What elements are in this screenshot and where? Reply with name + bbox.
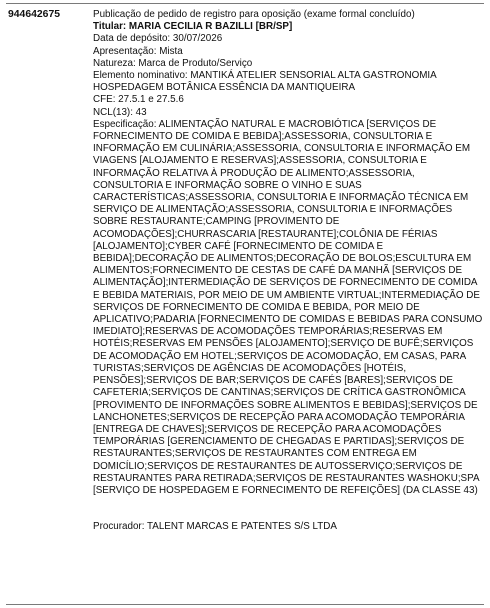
specification-line: PENSÕES];SERVIÇOS DE BAR;SERVIÇOS DE CAFÉS [BARES];SERVIÇOS DE	[93, 375, 453, 387]
top-divider	[6, 3, 484, 4]
holder-name: Titular: MARIA CECILIA R BAZILLI [BR/SP]	[93, 21, 293, 33]
process-number: 944642675	[8, 9, 61, 20]
specification-line: [PROVIMENTO DE INFORMAÇÕES SOBRE ALIMENTOS E BEBIDAS];SERVIÇOS DE	[93, 399, 478, 411]
specification-line: HOTÉIS;RESERVAS EM PENSÕES [ALOJAMENTO];SERVIÇO DE BUFÊ;SERVIÇOS	[93, 338, 474, 350]
specification-line: DE ACOMODAÇÃO EM HOTEL;SERVIÇOS DE ACOMODAÇÃO, EM CASAS, PARA	[93, 350, 467, 362]
specification-line: DOMICÍLIO;SERVIÇOS DE RESTAURANTES DE AUTOSSERVIÇO;SERVIÇOS DE	[93, 460, 463, 472]
specification-line: TEMPORÁRIAS [GERENCIAMENTO DE CHEGADAS E PARTIDAS];SERVIÇOS DE	[93, 436, 465, 448]
specification-line: ALIMENTAÇÃO];INTERMEDIAÇÃO DE SERVIÇOS DE FORNECIMENTO DE COMIDA	[93, 277, 478, 289]
specification-line: SERVIÇOS DE FORNECIMENTO DE COMIDA E BEBIDA, POR MEIO DE	[93, 301, 420, 313]
specification-line: [ENTREGA DE CHAVES];SERVIÇOS DE RECEPÇÃO PARA ACOMODAÇÕES	[93, 423, 442, 435]
nominative-element-line-2: HOSPEDAGEM BOTÂNICA ESSÊNCIA DA MANTIQUEIRA	[93, 82, 356, 94]
specification-line: RESTAURANTES PARA RETIRADA;SERVIÇOS DE RESTAURANTES WASHOKU;SPA	[93, 472, 480, 484]
specification-line: CARACTERÍSTICAS;ASSESSORIA, CONSULTORIA E INFORMAÇÃO TÉCNICA EM	[93, 192, 469, 204]
specification	[93, 119, 485, 497]
cfe-code: CFE: 27.5.1 e 27.5.6	[93, 94, 184, 106]
specification-line: [SERVIÇO DE HOSPEDAGEM E FORNECIMENTO DE REFEIÇÕES] (DA CLASSE 43)	[93, 484, 478, 496]
attorney-spacer	[93, 497, 485, 521]
specification-line: SOBRE RESTAURANTE;CAMPING [PROVIMENTO DE	[93, 216, 340, 228]
specification-line: LANCHONETES;SERVIÇOS DE RECEPÇÃO PARA ACOMODAÇÃO TEMPORÁRIA	[93, 411, 465, 423]
specification-line: TURISTAS;SERVIÇOS DE AGÊNCIAS DE ACOMODAÇÕES [HOTÉIS,	[93, 362, 407, 374]
attorney-name: Procurador: TALENT MARCAS E PATENTES S/S LTDA	[93, 521, 337, 533]
specification-line: FORNECIMENTO DE COMIDA E BEBIDA];ASSESSORIA, CONSULTORIA E	[93, 131, 433, 143]
specification-line: IMEDIATO];RESERVAS DE ACOMODAÇÕES TEMPORÁRIAS;RESERVAS EM	[93, 326, 443, 338]
specification-line: CAFETERIA;SERVIÇOS DE CANTINAS;SERVIÇOS DE CRÍTICA GASTRONÔMICA	[93, 387, 466, 399]
specification-line: VIAGENS [ALOJAMENTO E RESERVAS];ASSESSORIA, CONSULTORIA E	[93, 155, 427, 167]
nominative-element-line-1: Elemento nominativo: MANTIKÁ ATELIER SENSORIAL ALTA GASTRONOMIA	[93, 70, 437, 82]
specification-line: [ALOJAMENTO];CYBER CAFÉ [FORNECIMENTO DE COMIDA E	[93, 240, 384, 252]
publication-entry	[93, 9, 485, 533]
specification-line: Especificação: ALIMENTAÇÃO NATURAL E MACROBIÓTICA [SERVIÇOS DE	[93, 118, 437, 130]
specification-line: ACOMODAÇÕES];CHURRASCARIA [RESTAURANTE];COLÔNIA DE FÉRIAS	[93, 228, 438, 240]
specification-line: APLICATIVO;PADARIA [FORNECIMENTO DE COMIDAS E BEBIDAS PARA CONSUMO	[93, 314, 483, 326]
specification-line: INFORMAÇÃO RELATIVA À PRODUÇÃO DE ALIMENTO;ASSESSORIA,	[93, 167, 415, 179]
filing-date: Data de depósito: 30/07/2026	[93, 33, 223, 45]
specification-line: E BEBIDA MATERIAIS, POR MEIO DE UM AMBIENTE VIRTUAL;INTERMEDIAÇÃO DE	[93, 289, 480, 301]
specification-line: BEBIDA];DECORAÇÃO DE ALIMENTOS;DECORAÇÃO DE BOLOS;ESCULTURA EM	[93, 253, 472, 265]
specification-line: CONSULTORIA E INFORMAÇÃO SOBRE O VINHO E SUAS	[93, 179, 362, 191]
presentation-type: Apresentação: Mista	[93, 45, 183, 57]
specification-line: INFORMAÇÃO EM CULINÁRIA;ASSESSORIA, CONSULTORIA E INFORMAÇÃO EM	[93, 143, 471, 155]
ncl-class: NCL(13): 43	[93, 106, 147, 118]
dispatch-description: Publicação de pedido de registro para oposição (exame formal concluído)	[93, 9, 415, 20]
specification-line: SERVIÇO DE ALIMENTAÇÃO;ASSESSORIA, CONSULTORIA E INFORMAÇÕES	[93, 204, 453, 216]
mark-nature: Natureza: Marca de Produto/Serviço	[93, 57, 253, 69]
bottom-divider	[6, 604, 484, 605]
specification-line: RESTAURANTES;SERVIÇOS DE RESTAURANTES COM ENTREGA EM	[93, 448, 417, 460]
specification-line: ALIMENTOS;FORNECIMENTO DE CESTAS DE CAFÉ DA MANHÃ [SERVIÇOS DE	[93, 265, 463, 277]
